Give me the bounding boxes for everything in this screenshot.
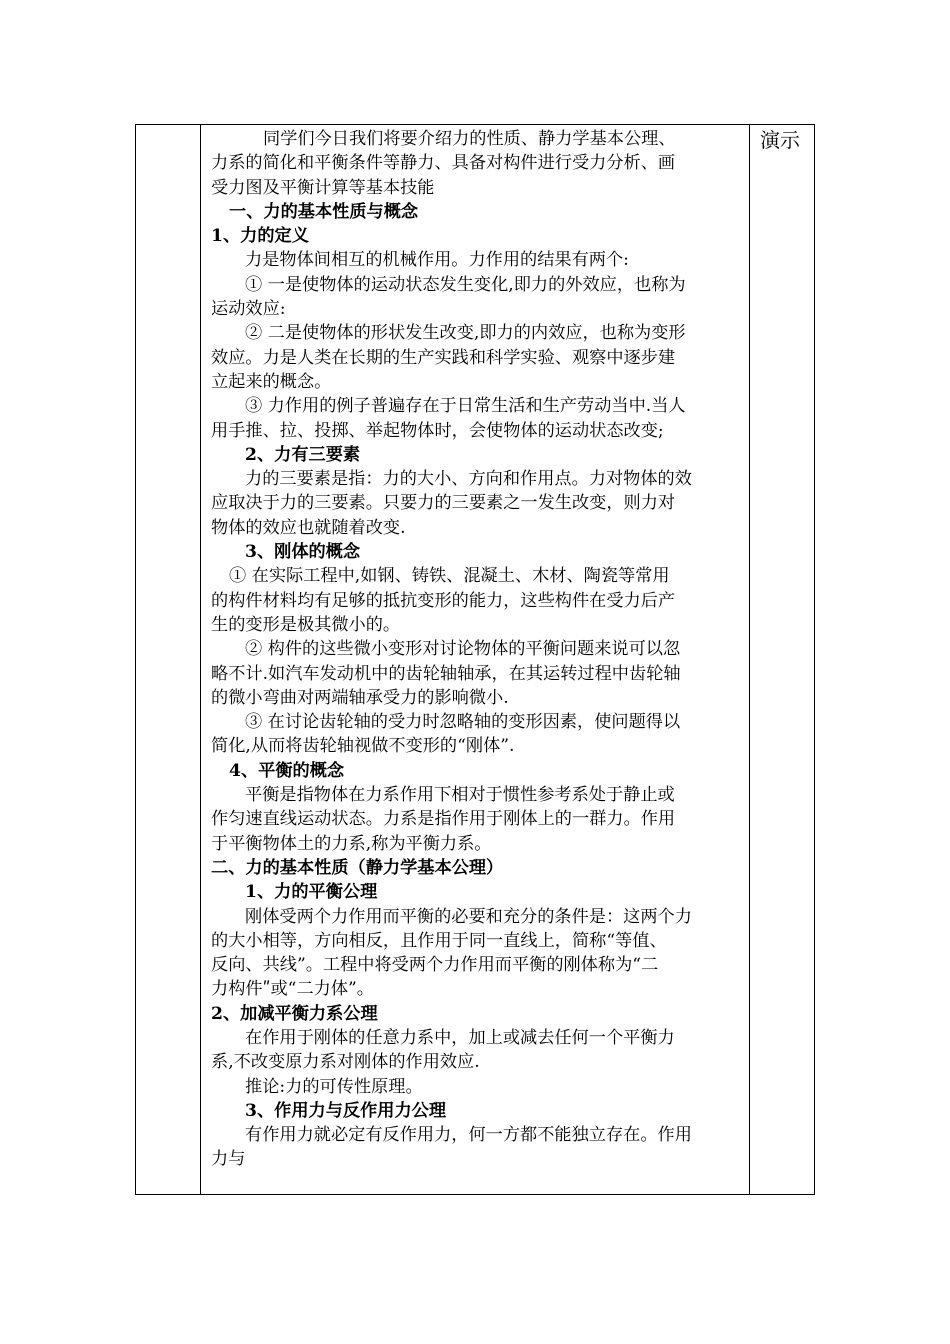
text-line: 作匀速直线运动状态。力系是指作用于刚体上的一群力。作用	[211, 809, 676, 830]
text-line: 生的变形是极其微小的。	[211, 614, 401, 635]
text-line: 的微小弯曲对两端轴承受力的影响微小.	[211, 687, 509, 708]
text-line: 略不计.如汽车发动机中的齿轮轴轴承，在其运转过程中齿轮轴	[211, 663, 681, 684]
text-line: 平衡是指物体在力系作用下相对于惯性参考系处于静止或	[245, 785, 675, 806]
text-line: ② 二是使物体的形状发生改变,即力的内效应，也称为变形	[245, 323, 686, 344]
text-line: 应取决于力的三要素。只要力的三要素之一发生改变，则力对	[211, 493, 676, 514]
text-line: 反向、共线”。工程中将受两个力作用而平衡的刚体称为“二	[211, 955, 659, 976]
text-line: 物体的效应也就随着改变.	[211, 517, 406, 538]
text-line: 同学们今日我们将要介绍力的性质、静力学基本公理、	[263, 129, 676, 149]
section-heading: 二、力的基本性质（静力学基本公理）	[211, 857, 504, 878]
text-line: 运动效应:	[211, 299, 286, 320]
text-line: 在作用于刚体的任意力系中，加上或减去任何一个平衡力	[245, 1027, 675, 1048]
lesson-content	[211, 127, 744, 1172]
left-empty-column	[136, 125, 201, 1194]
text-line: 用手推、拉、投掷、举起物体时，会使物体的运动状态改变;	[211, 420, 664, 441]
note-column	[750, 125, 814, 1194]
content-column	[201, 125, 750, 1194]
text-line: 系,不改变原力系对刚体的作用效应.	[211, 1052, 480, 1073]
text-line: 力系的简化和平衡条件等静力、具备对构件进行受力分析、画	[211, 153, 676, 174]
text-line: 的构件材料均有足够的抵抗变形的能力，这些构件在受力后产	[211, 590, 676, 611]
section-heading: 1、力的平衡公理	[245, 882, 378, 903]
section-heading: 4、平衡的概念	[229, 760, 345, 781]
text-line: 立起来的概念。	[211, 371, 332, 392]
text-line: 力构件ʺ或“二力体”。	[211, 979, 374, 1000]
text-line: 于平衡物体土的力系,称为平衡力系。	[211, 833, 492, 854]
text-line: ③ 在讨论齿轮轴的受力时忽略轴的变形因素，使问题得以	[245, 712, 681, 733]
section-heading: 1、力的定义	[211, 226, 309, 247]
text-line: 受力图及平衡计算等基本技能	[211, 177, 435, 198]
section-heading: 3、刚体的概念	[245, 542, 361, 563]
section-heading: 2、加减平衡力系公理	[211, 1003, 378, 1024]
lesson-table	[135, 124, 815, 1195]
text-line: 有作用力就必定有反作用力，何一方都不能独立存在。作用	[245, 1125, 692, 1146]
text-line: ③ 力作用的例子普遍存在于日常生活和生产劳动当中.当人	[245, 396, 686, 417]
text-line: 效应。力是人类在长期的生产实践和科学实验、观察中逐步建	[211, 347, 676, 368]
text-line: 力与	[211, 1149, 246, 1170]
text-line: ① 在实际工程中,如钢、铸铁、混凝土、木材、陶瓷等常用	[229, 566, 670, 587]
text-line: 简化,从而将齿轮轴视做不变形的“刚体”.	[211, 736, 515, 757]
text-line: 推论:力的可传性原理。	[245, 1076, 423, 1097]
section-heading: 3、作用力与反作用力公理	[245, 1100, 447, 1121]
section-heading: 一、力的基本性质与概念	[229, 201, 419, 222]
text-line: ① 一是使物体的运动状态发生变化,即力的外效应，也称为	[245, 274, 686, 295]
text-line: 刚体受两个力作用而平衡的必要和充分的条件是：这两个力	[245, 906, 692, 927]
text-line: 力的三要素是指：力的大小、方向和作用点。力对物体的效	[245, 469, 692, 490]
text-line: 的大小相等，方向相反，且作用于同一直线上，简称“等值、	[211, 930, 667, 951]
text-line: ② 构件的这些微小变形对讨论物体的平衡问题来说可以忽	[245, 639, 681, 660]
section-heading: 2、力有三要素	[245, 444, 361, 465]
side-note: 演示	[760, 128, 800, 152]
text-line: 力是物体间相互的机械作用。力作用的结果有两个:	[245, 250, 629, 271]
